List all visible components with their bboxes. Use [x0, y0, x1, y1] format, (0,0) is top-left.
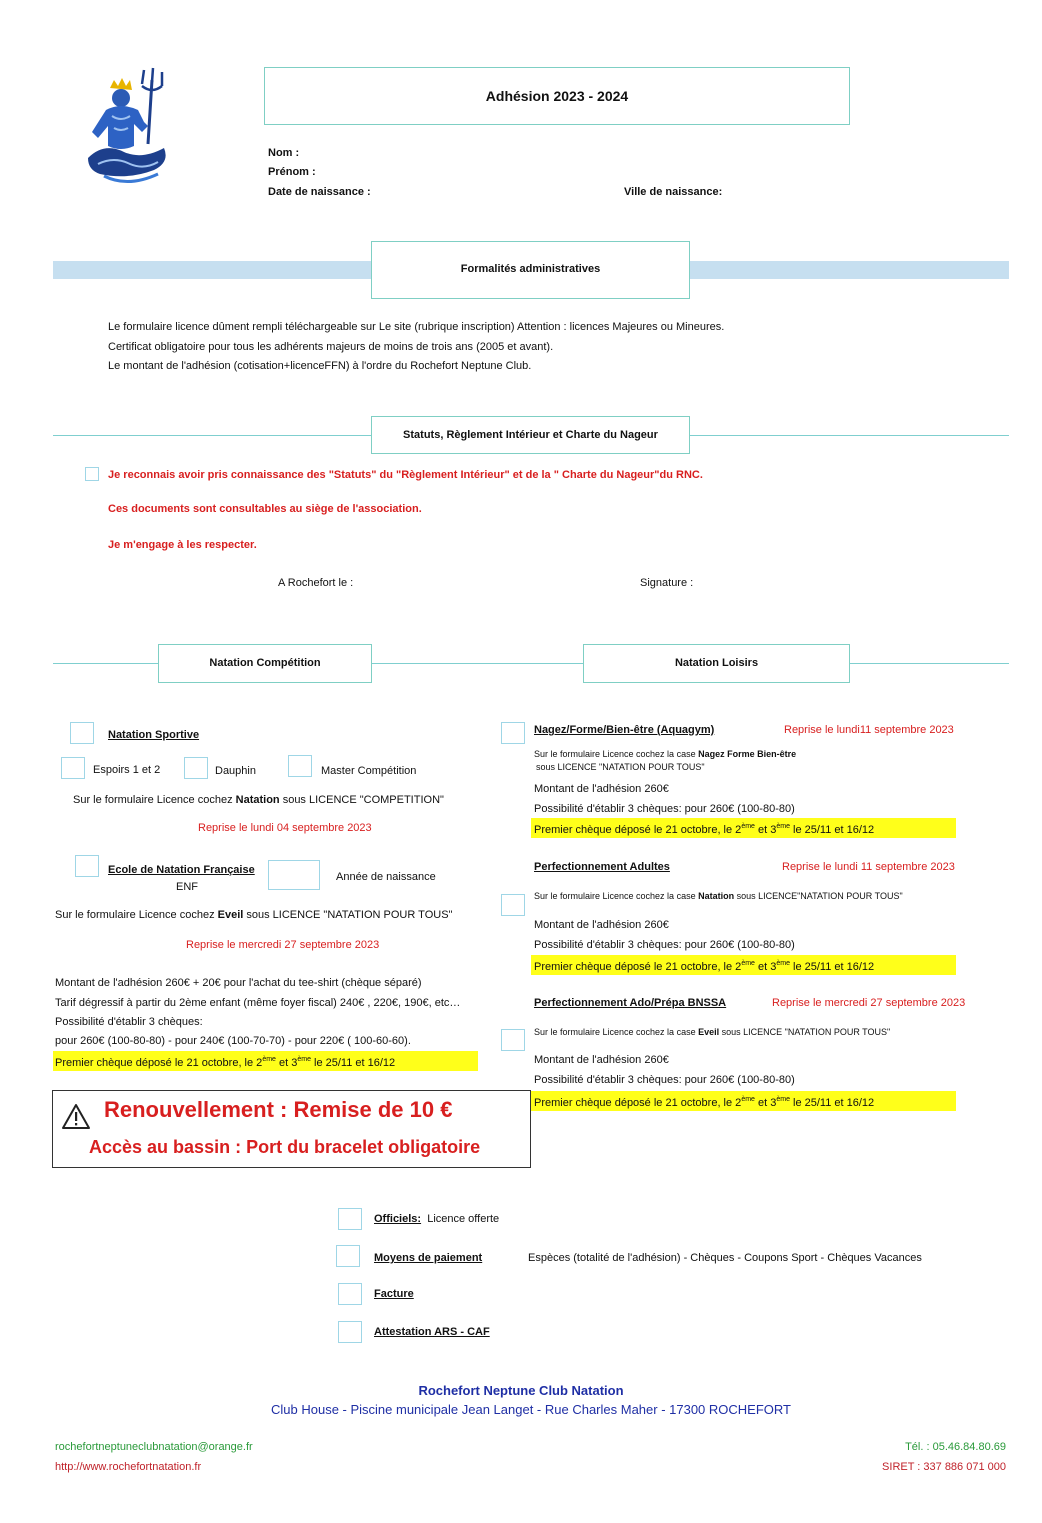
formalites-title: Formalités administratives	[460, 263, 601, 275]
competition-title: Natation Compétition	[209, 657, 321, 669]
ville-naissance-label: Ville de naissance:	[624, 186, 723, 198]
paiement-label: Moyens de paiement	[374, 1252, 483, 1264]
warning-icon	[61, 1103, 91, 1131]
annee-naissance-label: Année de naissance	[336, 871, 436, 883]
neptune-logo-icon	[84, 66, 174, 188]
statuts-line-2: Ces documents sont consultables au siège de l'association.	[108, 503, 422, 515]
adultes-cheque-text: Premier chèque déposé le 21 octobre, le 2ème et 3ème le 25/11 et 16/12	[534, 960, 875, 973]
statuts-checkbox[interactable]	[85, 467, 99, 481]
formalites-line-2: Certificat obligatoire pour tous les adhérents majeurs de moins de trois ans (2005 et avant).	[108, 341, 554, 353]
ecole-licence-text: Sur le formulaire Licence cochez Eveil sous LICENCE "NATATION POUR TOUS"	[55, 909, 453, 921]
master-label: Master Compétition	[321, 765, 417, 777]
footer-siret: SIRET : 337 886 071 000	[882, 1461, 1006, 1473]
formalites-line-3: Le montant de l'adhésion (cotisation+licenceFFN) à l'ordre du Rochefort Neptune Club.	[108, 360, 532, 372]
page-title: Adhésion 2023 - 2024	[485, 88, 629, 104]
attestation-checkbox[interactable]	[338, 1321, 362, 1343]
dauphin-checkbox[interactable]	[184, 757, 208, 779]
espoirs-label: Espoirs 1 et 2	[93, 764, 161, 776]
enf-label: ENF	[176, 881, 198, 893]
footer-tel: Tél. : 05.46.84.80.69	[905, 1441, 1006, 1453]
officiels-checkbox[interactable]	[338, 1208, 362, 1230]
natation-sportive-checkbox[interactable]	[70, 722, 94, 744]
ecole-label: Ecole de Natation Française	[108, 864, 255, 876]
competition-details: pour 260€ (100-80-80) - pour 240€ (100-70-70) - pour 220€ ( 100-60-60).	[55, 1035, 411, 1047]
aquagym-title: Nagez/Forme/Bien-être (Aquagym)	[534, 724, 715, 736]
adultes-checkbox[interactable]	[501, 894, 525, 916]
adultes-reprise: Reprise le lundi 11 septembre 2023	[782, 861, 955, 873]
ado-title: Perfectionnement Ado/Prépa BNSSA	[534, 997, 727, 1009]
ado-montant: Montant de l'adhésion 260€	[534, 1054, 669, 1066]
ado-licence-text: Sur le formulaire Licence cochez la case Eveil sous LICENCE "NATATION POUR TOUS"	[534, 1027, 891, 1037]
attestation-label: Attestation ARS - CAF	[374, 1326, 490, 1338]
ado-checkbox[interactable]	[501, 1029, 525, 1051]
nom-label: Nom :	[268, 147, 300, 159]
aquagym-possibilite: Possibilité d'établir 3 chèques: pour 260€ (100-80-80)	[534, 803, 795, 815]
adultes-licence-text: Sur le formulaire Licence cochez la case Natation sous LICENCE"NATATION POUR TOUS"	[534, 891, 903, 901]
signature-label: Signature :	[640, 577, 694, 589]
dauphin-label: Dauphin	[215, 765, 256, 777]
renouvellement-title: Renouvellement : Remise de 10 €	[104, 1097, 453, 1122]
facture-label: Facture	[374, 1288, 414, 1300]
competition-tarif: Tarif dégressif à partir du 2ème enfant (même foyer fiscal) 240€ , 220€, 190€, etc…	[55, 997, 461, 1009]
statuts-line-1: Je reconnais avoir pris connaissance des "Statuts" du "Règlement Intérieur" et de la " Charte du Nageur"du RNC.	[108, 469, 703, 481]
paiement-value: Espèces (totalité de l'adhésion) - Chèques - Coupons Sport - Chèques Vacances	[528, 1252, 922, 1264]
prenom-label: Prénom :	[268, 166, 316, 178]
natation-sportive-label: Natation Sportive	[108, 729, 200, 741]
master-checkbox[interactable]	[288, 755, 312, 777]
loisirs-title: Natation Loisirs	[674, 657, 759, 669]
club-logo	[84, 66, 174, 188]
ado-possibilite: Possibilité d'établir 3 chèques: pour 260€ (100-80-80)	[534, 1074, 795, 1086]
aquagym-montant: Montant de l'adhésion 260€	[534, 783, 669, 795]
competition-reprise: Reprise le lundi 04 septembre 2023	[198, 822, 372, 834]
aquagym-reprise: Reprise le lundi11 septembre 2023	[784, 724, 954, 736]
statuts-line-3: Je m'engage à les respecter.	[108, 539, 257, 551]
annee-naissance-input[interactable]	[268, 860, 320, 890]
adultes-possibilite: Possibilité d'établir 3 chèques: pour 260€ (100-80-80)	[534, 939, 795, 951]
aquagym-checkbox[interactable]	[501, 722, 525, 744]
competition-possibilite: Possibilité d'établir 3 chèques:	[55, 1016, 203, 1028]
footer-address: Club House - Piscine municipale Jean Langet - Rue Charles Maher - 17300 ROCHEFORT	[271, 1402, 791, 1417]
statuts-title: Statuts, Règlement Intérieur et Charte du Nageur	[403, 429, 658, 441]
aquagym-licence-line2: sous LICENCE "NATATION POUR TOUS"	[536, 762, 705, 772]
paiement-checkbox[interactable]	[336, 1245, 360, 1267]
competition-licence-text: Sur le formulaire Licence cochez Natation sous LICENCE "COMPETITION"	[73, 794, 444, 806]
footer-club-name: Rochefort Neptune Club Natation	[418, 1383, 624, 1398]
ado-cheque-text: Premier chèque déposé le 21 octobre, le 2ème et 3ème le 25/11 et 16/12	[534, 1096, 875, 1109]
acces-bassin-text: Accès au bassin : Port du bracelet obligatoire	[89, 1137, 481, 1157]
aquagym-cheque-text: Premier chèque déposé le 21 octobre, le 2ème et 3ème le 25/11 et 16/12	[534, 823, 875, 836]
date-naissance-label: Date de naissance :	[268, 186, 371, 198]
espoirs-checkbox[interactable]	[61, 757, 85, 779]
facture-checkbox[interactable]	[338, 1283, 362, 1305]
ado-reprise: Reprise le mercredi 27 septembre 2023	[772, 997, 966, 1009]
adultes-title: Perfectionnement Adultes	[534, 861, 670, 873]
ecole-reprise: Reprise le mercredi 27 septembre 2023	[186, 939, 380, 951]
footer-email[interactable]: rochefortneptuneclubnatation@orange.fr	[55, 1441, 253, 1453]
ecole-checkbox[interactable]	[75, 855, 99, 877]
aquagym-licence-text: Sur le formulaire Licence cochez la case Nagez Forme Bien-être	[534, 749, 797, 759]
competition-cheque-text: Premier chèque déposé le 21 octobre, le 2ème et 3ème le 25/11 et 16/12	[55, 1056, 396, 1069]
formalites-line-1: Le formulaire licence dûment rempli téléchargeable sur Le site (rubrique inscription) Attention : licences Majeures ou Mineures.	[108, 321, 725, 333]
competition-montant: Montant de l'adhésion 260€ + 20€ pour l'achat du tee-shirt (chèque séparé)	[55, 977, 422, 989]
adultes-montant: Montant de l'adhésion 260€	[534, 919, 669, 931]
place-date-label: A Rochefort le :	[278, 577, 354, 589]
footer-website[interactable]: http://www.rochefortnatation.fr	[55, 1461, 202, 1473]
officiels-row: Officiels: Licence offerte	[374, 1213, 500, 1225]
